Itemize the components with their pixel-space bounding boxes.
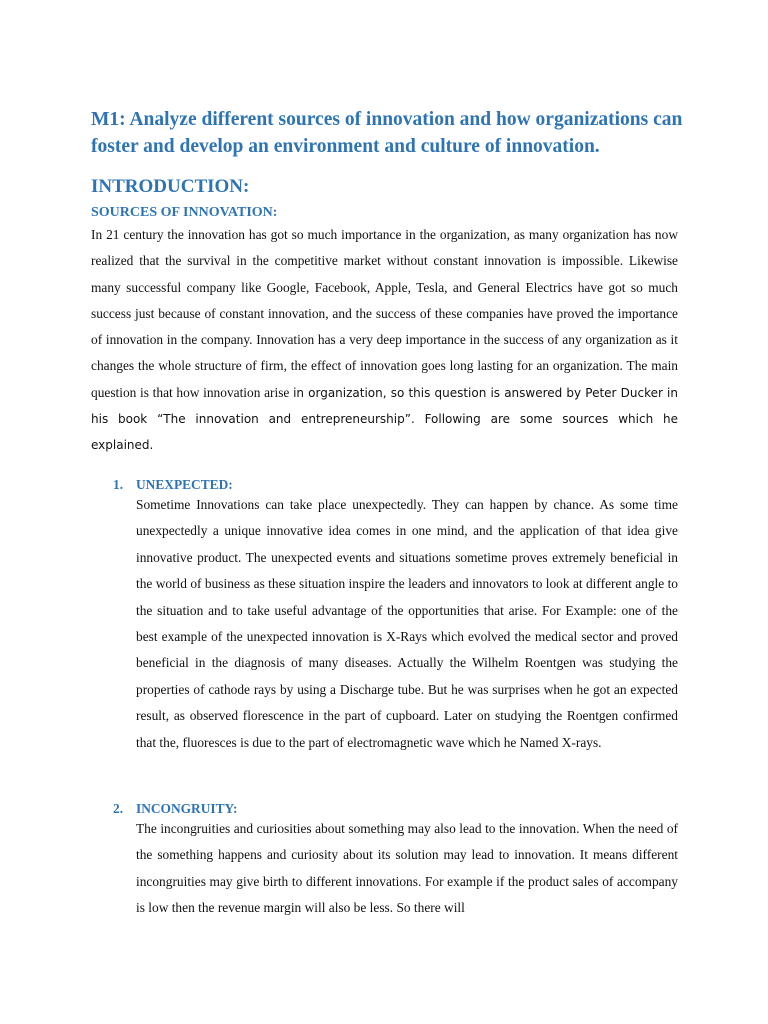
list-item-body: The incongruities and curiosities about something may also lead to the innovation. When the need of the something happens and curiosity about its solution may lead to innovation. It means different incongruities may give birth to different innovations. For example if the product sales of accompany is low then the revenue margin will also be less. So there will [136,821,678,916]
intro-paragraph [91,222,678,459]
list-item-title: UNEXPECTED: [136,477,233,492]
sources-heading: SOURCES OF INNOVATION: [91,205,278,220]
intro-paragraph-tail: in organization, so this question is answered by Peter Ducker in his book “The innovation and entrepreneurship”. Following are some sources which he explained. [91,385,678,453]
list-item-body: Sometime Innovations can take place unexpectedly. They can happen by chance. As some time unexpectedly a unique innovative idea comes in one mind, and the application of that idea give innovative product. The unexpected events and situations sometime proves extremely beneficial in the world of business as these situation inspire the leaders and innovators to look at different angle to the situation and to take useful advantage of the opportunities that arise. For Example: one of the best example of the unexpected innovation is X-Rays which evolved the medical sector and proved beneficial in the diagnosis of many diseases. Actually the Wilhelm Roentgen was studying the properties of cathode rays by using a Discharge tube. But he was surprises when he got an expected result, as observed florescence in the part of cupboard. Later on studying the Roentgen confirmed that the, fluoresces is due to the part of electromagnetic wave which he Named X-rays. [136,497,678,750]
document-title: M1: Analyze different sources of innovation and how organizations can foster and develop an environment and culture of innovation. [91,109,683,157]
intro-paragraph-main: In 21 century the innovation has got so much importance in the organization, as many organization has now realized that the survival in the competitive market without constant innovation is impossible. Likewise many successful company like Google, Facebook, Apple, Tesla, and General Electrics have got so much success just because of constant innovation, and the success of these companies have proved the importance of innovation in the company. Innovation has a very deep importance in the success of any organization as it changes the whole structure of firm, the effect of innovation goes long lasting for an organization. The main question is that how innovation arise [91,227,678,400]
introduction-heading: INTRODUCTION: [91,176,250,197]
list-item-number: 2. [113,801,124,816]
list-item-number: 1. [113,477,124,492]
list-item-title: INCONGRUITY: [136,801,238,816]
